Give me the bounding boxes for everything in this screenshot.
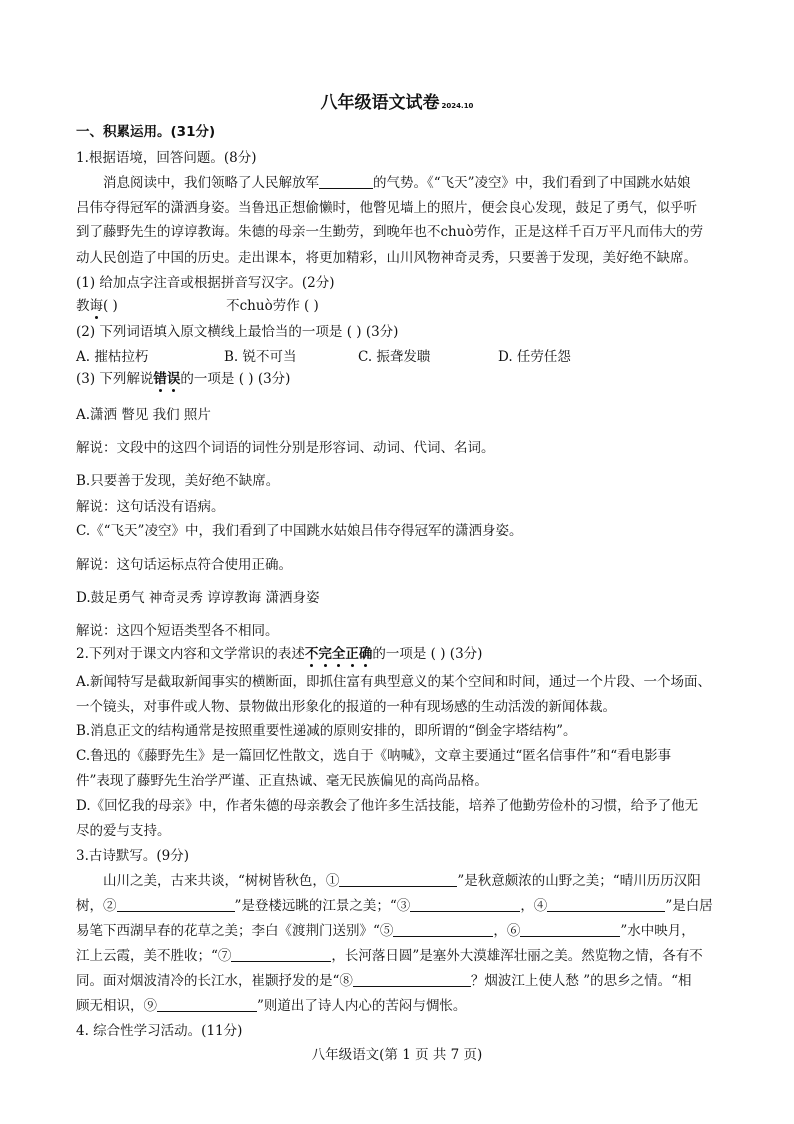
q1-sub2-options: [76, 347, 571, 367]
poem-blank-2[interactable]: [117, 897, 235, 912]
q1-b-explain: 解说：这句话没有语病。: [76, 499, 225, 515]
q1-passage-line-3: 到了藤野先生的谆谆教诲。朱德的母亲一生勤劳，到晚年也不chuò劳作，正是这样千百万平凡而伟大的劳: [76, 224, 704, 240]
poem-blank-9[interactable]: [157, 997, 257, 1012]
q1-sub3: (3) 下列解说错误的一项是 ( ) (3分): [76, 371, 291, 387]
q2-b-line: B.消息正文的结构通常是按照重要性递减的原则安排的，即所谓的“倒金字塔结构”。: [76, 723, 577, 739]
q3-line-3: 易笔下西湖早春的花草之美；李白《渡荆门送别》“⑤ ，⑥ ”水中映月，: [76, 923, 695, 939]
q2-d-line-1: D.《回忆我的母亲》中，作者朱德的母亲教会了他许多生活技能，培养了他勤劳俭朴的习惯，给予了他无: [76, 798, 699, 814]
q1-d-explain: 解说：这四个短语类型各不相同。: [76, 623, 279, 639]
option-b[interactable]: B. 锐不可当: [224, 349, 297, 365]
q2-c-line-2: 件”表现了藤野先生治学严谨、正直热诚、毫无民族偏见的高尚品格。: [76, 773, 488, 789]
q1-heading: 1.根据语境，回答问题。(8分): [76, 150, 257, 166]
option-a[interactable]: A. 摧枯拉朽: [76, 349, 149, 365]
option-d[interactable]: D. 任劳任怨: [498, 349, 571, 365]
title-date: 2024.10: [441, 102, 474, 110]
q1-sub1-items: 教诲( ) 不chuò劳作 ( ): [76, 298, 319, 314]
poem-blank-3[interactable]: [410, 897, 520, 912]
option-c[interactable]: C. 振聋发聩: [358, 349, 431, 365]
q1-passage-line-2: 吕伟夺得冠军的潇洒身姿。当鲁迅正想偷懒时，他瞥见墙上的照片，便会良心发现，鼓足了勇气，似乎听: [76, 200, 697, 216]
q3-line-1: 山川之美，古来共谈，“树树皆秋色，① ”是秋意颇浓的山野之美；“晴川历历汉阳: [103, 873, 701, 889]
poem-blank-8[interactable]: [353, 972, 471, 987]
q2-d-line-2: 尽的爱与支持。: [76, 823, 171, 839]
q1-passage-line-4: 动人民创造了中国的历史。走出课本，将更加精彩，山川风物神奇灵秀，只要善于发现，美好绝不缺席。: [76, 250, 697, 266]
q1-sub2: (2) 下列词语填入原文横线上最恰当的一项是 ( ) (3分): [76, 324, 399, 340]
q2-a-line-1: A.新闻特写是截取新闻事实的横断面，即抓住富有典型意义的某个空间和时间，通过一个片段、一个场面、: [76, 674, 712, 690]
poem-blank-7[interactable]: [231, 947, 331, 962]
q1-sub1: (1) 给加点字注音或根据拼音写汉字。(2分): [76, 275, 335, 291]
page-title: 八年级语文试卷 2024.10: [320, 93, 474, 113]
q2-a-line-2: 一个镜头，对事件或人物、景物做出形象化的报道的一种有现场感的生动活泼的新闻体裁。: [76, 699, 616, 715]
q1-a-line: A.潇洒 瞥见 我们 照片: [76, 407, 211, 423]
q4-heading: 4. 综合性学习活动。(11分): [76, 1023, 243, 1039]
poem-blank-6[interactable]: [520, 922, 620, 937]
q1-c-explain: 解说：这句话运标点符合使用正确。: [76, 557, 292, 573]
q3-line-4: 江上云霞，美不胜收；“⑦ ，长河落日圆”是塞外大漠雄浑壮丽之美。然览物之情，各有不: [76, 948, 703, 964]
q2-c-line-1: C.鲁迅的《藤野先生》是一篇回忆性散文，选自于《呐喊》，文章主要通过“匿名信事件”和“看电影事: [76, 748, 672, 764]
q3-line-5: 同。面对烟波清冷的长江水，崔颢抒发的是“⑧ ？烟波江上使人愁 ”的思乡之情。“相: [76, 973, 692, 989]
poem-blank-4[interactable]: [547, 897, 665, 912]
poem-blank-1[interactable]: [339, 872, 457, 887]
poem-blank-5[interactable]: [393, 922, 493, 937]
q1-c-line: C.《“飞天”凌空》中，我们看到了中国跳水姑娘吕伟夺得冠军的潇洒身姿。: [76, 523, 523, 539]
page-footer: 八年级语文(第 1 页 共 7 页): [311, 1047, 483, 1063]
q1-b-line: B.只要善于发现，美好绝不缺席。: [76, 473, 280, 489]
q1-a-explain: 解说：文段中的这四个词语的词性分别是形容词、动词、代词、名词。: [76, 440, 495, 456]
q1-blank[interactable]: [319, 174, 373, 189]
section-heading: 一、积累运用。(31分): [76, 124, 216, 140]
q1-passage-line-1: 消息阅读中，我们领略了人民解放军 的气势。《“飞天”凌空》中，我们看到了中国跳水姑娘: [103, 175, 691, 191]
q3-line-2: 树，② ”是登楼远眺的江景之美；“③ ，④ ”是白居: [76, 898, 713, 914]
q2-heading: 2.下列对于课文内容和文学常识的表述不完全正确的一项是 ( ) (3分): [76, 646, 483, 662]
q1-d-line: D.鼓足勇气 神奇灵秀 谆谆教诲 潇洒身姿: [76, 590, 320, 606]
q3-heading: 3.古诗默写。(9分): [76, 848, 190, 864]
q3-line-6: 顾无相识，⑨ ”则道出了诗人内心的苦闷与惆怅。: [76, 998, 467, 1014]
